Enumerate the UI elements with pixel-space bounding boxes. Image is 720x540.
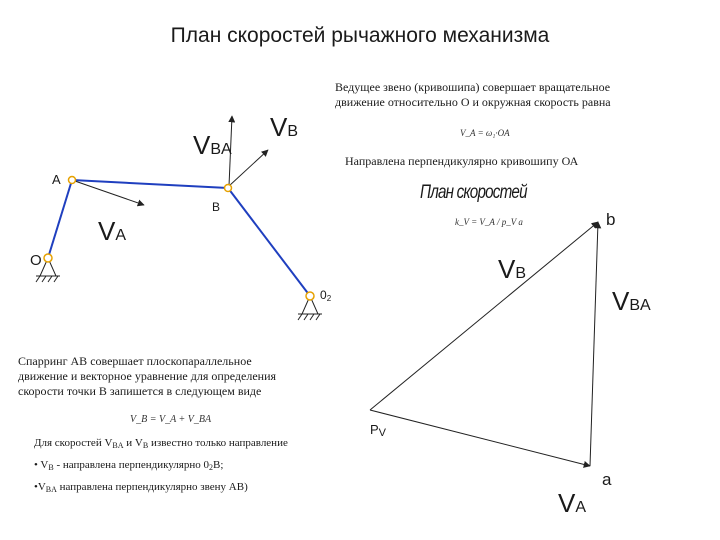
velocity-plan: [370, 222, 598, 466]
coupler-line-3: скорости точки В запишется в следующем виде: [18, 384, 262, 398]
pins: [44, 177, 314, 301]
coupler-line-2: движение и векторное уравнение для определения: [18, 369, 277, 383]
formula-va: V_A = ω₁·OA: [460, 128, 510, 138]
label-va-mech: VA: [98, 216, 127, 246]
known-item-1: • VB - направлена перпендикулярно 02B;: [34, 459, 224, 472]
plan-pv-b: [370, 222, 598, 410]
driver-line-1: Ведущее звено (кривошипа) совершает вращательное: [335, 80, 611, 94]
coupler-line-1: Спарринг АВ совершает плоскопараллельное: [18, 354, 252, 368]
link-oa: [48, 180, 72, 258]
vb-arrow: [229, 150, 268, 186]
plan-label-vba: VBA: [612, 286, 651, 316]
formula-kv: k_V = V_A / p_V a: [455, 217, 523, 227]
pin-b: [225, 185, 232, 192]
label-a: A: [52, 172, 61, 187]
formula-vb: V_B = V_A + V_BA: [130, 414, 212, 425]
known-item-2: •VBA направлена перпендикулярно звену АВ): [34, 481, 248, 494]
driver-line-2: движение относительно О и окружная скорость равна: [335, 95, 611, 109]
plan-a-b: [590, 222, 598, 466]
coupler-description: [18, 354, 276, 399]
label-o: O: [30, 252, 42, 269]
known-intro: Для скоростей VBA и VB известно только направление: [34, 437, 288, 450]
mechanism-links: [48, 180, 310, 296]
plan-label-b: b: [606, 210, 616, 229]
label-o2: 02: [320, 288, 332, 303]
link-ab: [72, 180, 228, 188]
plan-label-pv: PV: [370, 422, 387, 439]
label-b: B: [212, 200, 221, 214]
direction-text: Направлена перпендикулярно кривошипу ОА: [345, 154, 579, 168]
plan-label-va: VA: [558, 488, 587, 518]
pin-o: [44, 254, 52, 262]
plan-label-vb: VB: [498, 254, 527, 284]
plan-title: План скоростей: [420, 182, 527, 203]
plan-label-a: a: [602, 470, 612, 489]
pin-o2: [306, 292, 314, 300]
label-vba-mech: VBA: [193, 130, 232, 160]
label-vb-mech: VB: [270, 112, 299, 142]
pin-a: [69, 177, 76, 184]
mechanism-velocity-arrows: [72, 116, 268, 205]
plan-pv-a: [370, 410, 590, 466]
page-title: План скоростей рычажного механизма: [170, 24, 550, 47]
link-bo2: [228, 188, 310, 296]
